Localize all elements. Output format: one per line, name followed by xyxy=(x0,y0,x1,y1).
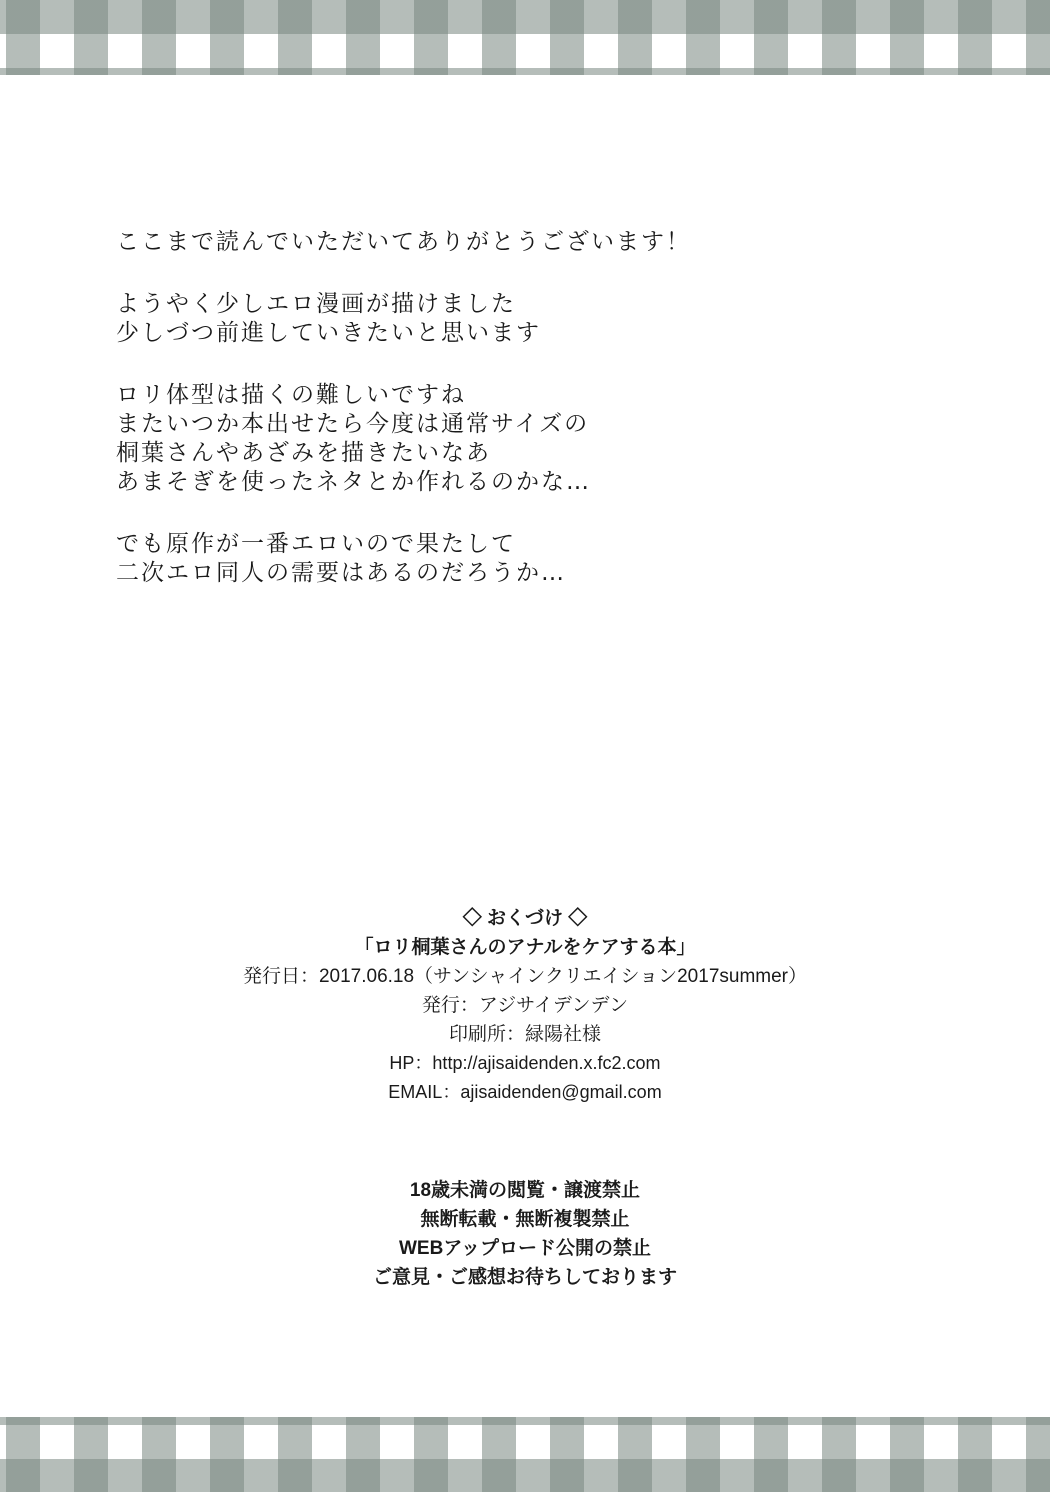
email-address: EMAIL：ajisaidenden@gmail.com xyxy=(388,1082,662,1102)
afterword-line: ロリ体型は描くの難しいですね xyxy=(116,382,466,408)
colophon-heading: ◇ おくづけ ◇ xyxy=(462,908,588,929)
notice-line: 18歳未満の閲覧・譲渡禁止 xyxy=(409,1180,641,1201)
publisher: 発行：アジサイデンデン xyxy=(421,995,629,1016)
notice-line: WEBアップロード公開の禁止 xyxy=(399,1238,651,1259)
afterword-line: 桐葉さんやあざみを描きたいなあ xyxy=(116,440,491,466)
printer: 印刷所：緑陽社様 xyxy=(448,1024,601,1045)
notice-line: ご意見・ご感想お待ちしております xyxy=(372,1267,677,1288)
afterword-line: またいつか本出せたら今度は通常サイズの xyxy=(116,411,590,437)
afterword-line: あまそぎを使ったネタとか作れるのかな… xyxy=(116,469,591,495)
afterword-line: ここまで読んでいただいてありがとうございます！ xyxy=(116,229,691,255)
notice-line: 無断転載・無断複製禁止 xyxy=(420,1209,630,1230)
issue-date: 発行日：2017.06.18（サンシャインクリエイション2017summer） xyxy=(242,966,808,987)
afterword-line: ようやく少しエロ漫画が描けました xyxy=(116,291,516,317)
afterword-line: 二次エロ同人の需要はあるのだろうか… xyxy=(116,560,566,586)
notices xyxy=(0,1176,1050,1292)
afterword-line: でも原作が一番エロいので果たして xyxy=(116,531,516,557)
homepage-url: HP：http://ajisaidenden.x.fc2.com xyxy=(389,1053,661,1073)
book-title: 「ロリ桐葉さんのアナルをケアする本」 xyxy=(354,937,696,958)
afterword-line: 少しづつ前進していきたいと思います xyxy=(116,320,541,346)
gingham-border-top xyxy=(0,0,1050,75)
colophon xyxy=(0,904,1050,1107)
gingham-border-bottom xyxy=(0,1417,1050,1492)
afterword-text xyxy=(116,228,916,588)
